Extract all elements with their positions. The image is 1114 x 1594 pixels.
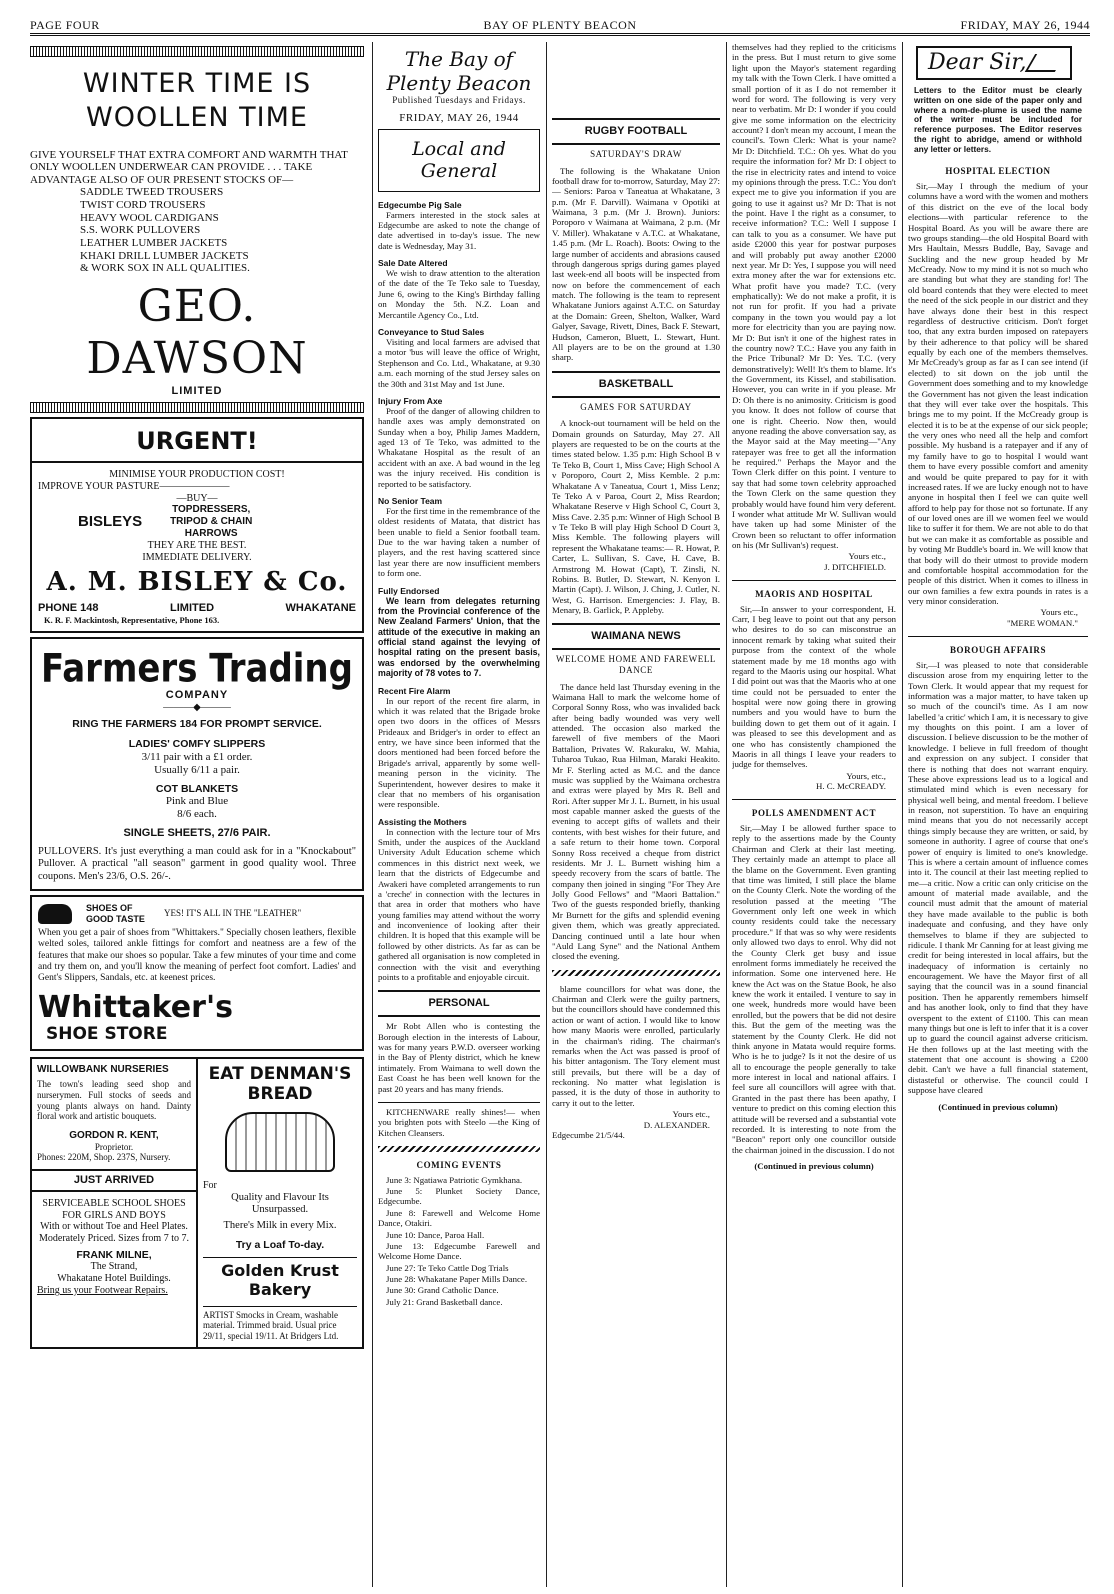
alexander-yours: Yours etc., xyxy=(672,1109,710,1120)
column-rule xyxy=(372,42,373,1587)
waimana-body: The dance held last Thursday evening in the Waimana Hall to mark the welcome home of Corporal Sonny Ross, who was invalided back after being badly wounded was very well attended. The occasion also marked the farewell of five members of the Maori Battalion, Privates W. Rakuraku, W. Mahia, Tuharoa Tukao, Rua Hilman, Maraki Heakito. Mr F. Sterling acted as M.C. and the dance music was supplied by the Waimana orchestra and extras were played by Mrs R. Bell and Rori. After supper Mr J. L. Burnett, in his usual most capable manner asked the guests of the evening to accept gifts of wallets and their contents, with best wishes for their future, and a safe return to their home town. Corporal Sonny Ross received a cheque from district residents. Mr J. L. Burnett wishing him a speedy recovery from the scars of battle. The company then joined in singing "For They Are Jolly Good Fellows" and "Maori Battalion." Two of the guests responded briefly, thanking Mr Burnett for the gifts and splendid evening given them, which was greatly appreciated. Dancing continued until a late hour when "Auld Lang Syne" and the National Anthem closed the evening. xyxy=(552,681,720,962)
pullovers-offer: PULLOVERS. It's just everything a man could ask for in a "Knockabout" Pullover. A practical "all season" garment in good quality wool. Three coupons. Men's 23/6, O.S. 26/-. xyxy=(38,845,356,882)
winter-item: HEAVY WOOL CARDIGANS xyxy=(80,211,219,224)
milne-address: Whakatane Hotel Buildings. xyxy=(57,1273,171,1285)
hospital-signature: "MERE WOMAN." xyxy=(1006,617,1078,628)
bread-try: Try a Loaf To-day. xyxy=(235,1238,325,1251)
decorative-border xyxy=(30,46,364,57)
column-rule xyxy=(546,42,547,1587)
whittakers-name: Whittaker's xyxy=(38,990,233,1026)
urgent-line: MINIMISE YOUR PRODUCTION COST! xyxy=(109,469,285,480)
news-item-body: In our report of the recent fire alarm, in which it was related that the Brigade broke open two doors in the offices of Messrs Prideaux and Bridger's in order to effect an entry, we have since been informed that the doors mentioned had been forced before the Brigade's arrival, apparently by some well-meaning person in the vicinity. The Superintendent, however desires to make it clear that no members of his organisation were responsible. xyxy=(378,695,540,810)
rugby-heading: RUGBY FOOTBALL xyxy=(552,118,720,145)
news-item-head: Conveyance to Stud Sales xyxy=(378,326,485,337)
paper-name: BAY OF PLENTY BEACON xyxy=(483,18,637,32)
waimana-kicker: WELCOME HOME AND FAREWELL DANCE xyxy=(555,654,717,675)
bread-title: EAT DENMAN'S BREAD xyxy=(208,1063,352,1104)
buy-line: —BUY— xyxy=(176,492,218,504)
continued-note: (Continued in previous column) xyxy=(754,1161,874,1172)
winter-woollen-ad xyxy=(30,46,364,413)
divider-ornament: ———◆——— xyxy=(163,702,231,714)
left-bottom-ads xyxy=(32,1059,196,1347)
event-item: June 3: Ngatiawa Patriotic Gymkhana. xyxy=(386,1174,523,1185)
page-number: PAGE FOUR xyxy=(30,18,100,32)
maoris-name: H. C. McCREADY. xyxy=(816,781,886,792)
dear-sir-logo xyxy=(916,46,1072,80)
personal-body: Mr Robt Allen who is contesting the Borough election in the interests of Labour, was for many years P.W.D. overseer working in the Bay of Plenty district, which he knew intimately. From Waimana to well down the East Coast he has been well known for the past 20 years and has many friends. xyxy=(378,1021,540,1094)
hospital-election-body: Sir,—May I through the medium of your columns have a word with the women and mothers of this district on the eve of the local body elections—with particular reference to the Hospital Board. As you will be aware there are two groups standing—the old Hospital Board with Mrs Haultain, Messrs Buddle, Bay, Savage and Suckling and the new group headed by Mr McCready. Now to my mind it is not so much who are standing but what they are standing for! The old board contends that they were elected to meet the need of the sick people in our district and they have always done their best in this respect regardless of destructive criticism. Don't forget too, that any extra burden imposed on ratepayers by their adherence to that policy will be shared equally by each one of the members themselves. Mr McCready's group as far as I can see intend (if elected) to sit down on the job until the Government does something and to my knowledge the Government has not given the least indication that they will ever take over the hospitals. This brings me to my point. If the McCready group is elected it is to be at the expense of our sick people; the very ones who need all the help and comfort possible. My husband is a ratepayer and if any of my family have to go to hospital I would want them to have every possible comfort and amenity and would be quite prepared to pay for it with increased rates. If we are lucky enough not to have anyone in hospital then I feel we can quite well afford to help pay for those not so fortunate. If any of our loved ones are ill we women feel we would like to suffer it for them. We are not able to do that but we can make it as comfortable as possible and by voting Mr Buddle's board in. We will know that that body will do their utmost to provide modern and comfortable hospital accommodation for the people of this district. When it comes to illness in our own families a few extra pounds in rates is a very minor consideration. xyxy=(908,181,1088,607)
bisley-rep: K. R. F. Mackintosh, Representative, Phone 163. xyxy=(44,615,220,626)
borough-affairs-heading: BOROUGH AFFAIRS xyxy=(908,636,1088,656)
just-arrived: JUST ARRIVED xyxy=(32,1169,196,1192)
polls-body: Sir,—May I be allowed further space to reply to the assertions made by the County Chairman and Clerk at their last meeting. They certainly made an attempt to place all the blame on the Government. Even granting that time was limited, I still place the blame on the County Clerk. Note the wording of the resolution passed at the meeting "The Government only left one week in which county residents could take the necessary procedure." If that was so why were residents only allowed two days to enrol. Why did not the County Clerk get busy and issue enrolment forms immediately he received the information. Some one intervened here. He knew the Act was on the Statue Book, he also knew the work it entailed. I venture to say in one week, hundreds more would have been enrolled, but the powers that be did not desire this. But the gem of the meeting was the statement by the County Clerk. He did not think anyone in Matata would require forms. Who is he to judge? Is it not the desire of us all to encourage the people generally to take more interest in local and national affairs. I feel sure all councillors will agree with that. Granted in the past there has been apathy, I venture to predict on this coming election this attitude will be reversed and a substantial vote recorded. It is interesting to note from the "Beacon" report only one councillor outside the chairman joined in the discussion. I do not xyxy=(732,823,896,1155)
hospital-election-heading: HOSPITAL ELECTION xyxy=(945,166,1051,177)
news-item-body: Farmers interested in the stock sales at Edgecumbe are asked to note the change of date advertised in to-day's issue. The new date is Wednesday, May 31. xyxy=(378,209,540,251)
bottom-ads xyxy=(30,1057,364,1349)
event-item: June 13: Edgecumbe Farewell and Welcome Home Dance. xyxy=(378,1240,540,1262)
ditchfield-letter-body: themselves had they replied to the criticisms in the press. But I must return to give some light upon the Mayor's statement regarding my talk with the Town Clerk. I have omitted a small portion of it as I do not remember it word for word. The following is very very near to verbatim. Mr D: I wonder if you could give me some information on the electricity account? I don't mean my account, I mean the council's. Town Clerk: What is your name? Mr D: Ditchfield. T.C.: Oh yes. What do you require the information for? Mr D: I object to the rise in electricity rates and intend to voice my opinions through the press. T.C.: You don't expect me to give you information if you are going to use it against us? Mr D: That is not the point. Have I the right as a consumer, to receive information? T.C.: Well I suppose I can talk to you as a consumer. We have put aside £2000 this year for postwar purposes and will probably put away another £2000 next year. Mr D: Yes, I suppose you will need extra money after the war for extensions etc. What profit have you made? T.C. (very emphatically): We do not make a profit, it is not run for profit. If you had a private company in the town you would pay a lot more for electricity than you are paying now. Mr D: But isn't it one of the highest rates in the country now? T.C.: Have you any faith in the Price Tribunal? Mr D: Yes. T.C. (very demonstratively): Well! It's them to blame. It's the Government, its Kissel, and stabilisation. However, you can write in if you please. Mr D: Oh there is no animosity. Criticism is good you know. It does not follow of course that one is right. Cheerio. Now then, would anyone reading the above conversation say, as the Mayor said at the May meeting—"Any ratepayer was free to get all the information he required." Perhaps the Mayor and the Town Clerk differ on this point. I venture to say that had some town celebrity approached the Town Clerk on the same question they probably would have found him very deferent. I wonder what attitude Mr W. Sullivan would have taken up had some Minister of the Crown been so reluctant to offer information on his (Mr Sullivan's) request. xyxy=(732,42,896,550)
winter-item: SADDLE TWEED TROUSERS xyxy=(80,186,224,199)
winter-ad-title: WINTER TIME IS WOOLLEN TIME xyxy=(82,68,312,133)
news-item-head: Fully Endorsed xyxy=(378,585,440,596)
sports-column xyxy=(552,42,720,1587)
willowbank-title: WILLOWBANK NURSERIES xyxy=(37,1063,169,1075)
event-item: June 8: Farewell and Welcome Home Dance, Otakiri. xyxy=(378,1207,540,1229)
shoe-icon xyxy=(38,904,72,924)
bisleys-brand: BISLEYS xyxy=(78,513,143,531)
editor-letters-column xyxy=(908,42,1088,1587)
ditchfield-yours: Yours etc., xyxy=(848,551,886,562)
news-item-body: For the first time in the remembrance of the oldest residents of Matata, that district has been unable to field a Senior football team. Due to the war having taken a number of players, and the rest having scattered since last year there are now insufficient members to form one. xyxy=(378,505,540,579)
winter-item: KHAKI DRILL LUMBER JACKETS xyxy=(80,249,249,262)
milne-tagline: Bring us your Footwear Repairs. xyxy=(37,1285,168,1296)
page-masthead xyxy=(30,14,1090,36)
cot-title: COT BLANKETS xyxy=(155,782,239,795)
farmers-trading-ad xyxy=(30,637,364,891)
borough-affairs-body: Sir,—I was pleased to note that considerable discussion arose from my enquiring letter to the Town Clerk. It would appear that my request for information was a major matter, to have taken up so much of the council's time. As I am now labelled 'a critic' which I am, it is necessary to give my thoughts on this point. I am a lover of discussion. I believe discussion to be the mother of knowledge. I believe in full freedom of thought and expression on any subject. I consider that there is nothing that does not warrant enquiry. These above expressions lead us to a logical and stimulated mind which is even necessary for physical well being, and mental freedom. I believe in reason, not superstition. To have an enquiring mind means that you do not necessarily accept things simply because they are written, or said, by someone in authority. I agree of course that one's power of enquiry is limited to one's knowledge. This is where a certain amount of influence comes into it. The council at their last meeting replied to me—a critic. Now a critic can only criticise on the amount of material made available, and the council must admit that the amount of material they have made available to the public is both inadequate and confusing, and they have only themselves to blame if they are subjected to ridicule. I thank Mr Canning for at least giving me credit for being interested in local affairs, but the inadequacy of information is certainly no encouragement. We have the Mayor first of all saying that the council was in a sound financial position. Then he apparently remembers himself and has another look, only to find that they have overspent to the extent of £1100. This can mean many things but one is left to infer that it is a cover up to guard the council against adverse criticism. He then follows up at the last meeting with the statement that one account is showing a £200 debit. Can't we have a full financial statement, distasteful or otherwise. The council could I suppose have cleared xyxy=(908,659,1088,1096)
farmers-company: COMPANY xyxy=(165,689,229,702)
personal-heading: PERSONAL xyxy=(378,990,540,1017)
winter-item: S.S. WORK PULLOVERS xyxy=(80,224,201,237)
shoes-headline: YES! IT'S ALL IN THE "LEATHER" xyxy=(164,908,302,919)
bisley-company-name: A. M. BISLEY & Co. xyxy=(46,567,348,598)
artist-smocks-ad: ARTIST Smocks in Cream, washable material. Trimmed braid. Usual price 29/11, special 19/11. At Bridgers Ltd. xyxy=(203,1306,357,1342)
bisley-ad xyxy=(30,417,364,633)
bread-loaf-icon xyxy=(225,1112,335,1172)
bisley-phone: PHONE 148 xyxy=(38,602,99,615)
cot-price: 8/6 each. xyxy=(177,807,217,820)
urgent-headline: URGENT! xyxy=(32,419,362,463)
decorative-border xyxy=(30,402,364,413)
sheets-offer: SINGLE SHEETS, 27/6 PAIR. xyxy=(123,826,271,839)
continued-note: (Continued in previous column) xyxy=(938,1101,1058,1112)
event-item: June 5: Plunket Society Dance, Edgecumbe. xyxy=(378,1186,540,1207)
publication-schedule: Published Tuesdays and Fridays. xyxy=(392,95,526,106)
school-shoes: SERVICEABLE SCHOOL SHOES FOR GIRLS AND BOYS xyxy=(42,1197,186,1221)
shoes-body: When you get a pair of shoes from "Whittakers." Specially chosen leathers, flexible welted soles, tailored ankle fittings for comfort and neatness are a few of the features that make our shoes so popular. Take a few minutes of your time and come and try them on, and you'll know the meaning of perfect foot comfort. Ladies' and Gent's Slippers, Sandals, etc. at keenest prices. xyxy=(38,928,356,984)
kent-name: GORDON R. KENT, xyxy=(69,1129,159,1141)
whittakers-ad xyxy=(30,895,364,1051)
urgent-line: IMPROVE YOUR PASTURE——————— xyxy=(38,480,230,492)
news-item-head: Edgecumbe Pig Sale xyxy=(378,199,462,210)
polls-heading: POLLS AMENDMENT ACT xyxy=(732,799,896,819)
decorative-rule xyxy=(378,1146,540,1152)
dawson-limited: LIMITED xyxy=(171,384,223,397)
alexander-name: D. ALEXANDER. xyxy=(643,1119,710,1130)
maoris-heading: MAORIS AND HOSPITAL xyxy=(732,580,896,600)
basketball-kicker: GAMES FOR SATURDAY xyxy=(580,401,692,412)
rugby-body: The following is the Whakatane Union football draw for to-morrow, Saturday, May 27:— Seniors: Paroa v Taneatua at Whakatane, 3 p.m. (Mr F. Darvill). Waimana v Opotiki at Waimana, 3 p.m. (Mr J. Brown). Juniors: Poroporo v Waimana at Waimana, 2 p.m. (Mr V. Miller). Whakatane v A.T.C. at Whakatane, 1.45 p.m. (Mr L. Roach). Boots: Owing to the large number of accidents and abrasions caused through dangerous sprigs during games played last week-end all boots will be inspected from now on before the commencement of each match. The following is the team to represent Whakatane Juniors against A.T.C. on Saturday at the Domain: Green, Shelton, Walker, Ward Galyer, Savage, Rivett, Dines, Back F. Stewart, Hudson, Cameron, Bluett, L. Stewart, Hunt. All players are to be on the ground at 1.30 sharp. xyxy=(552,165,720,363)
bread-for: For xyxy=(203,1179,217,1191)
letters-policy: Letters to the Editor must be clearly written on one side of the paper only and where a nom-de-plume is used the name of the writer must be included for reference purposes. The Editor reserves the right to abridge, amend or withhold any letter or letters. xyxy=(914,84,1082,154)
dear-sir-text: Dear Sir, xyxy=(928,50,1027,75)
news-item-body: We learn from delegates returning from the Provincial conference of the New Zealand Farmers' Union, that the attitude of the executive in making an official stand against the levying of hospital rating on the present basis, was endorsed by the overwhelming majority of 78 votes to 7. xyxy=(378,595,540,679)
event-item: June 28: Whakatane Paper Mills Dance. xyxy=(386,1274,528,1285)
slippers-title: LADIES' COMFY SLIPPERS xyxy=(128,738,266,751)
bread-quality: Quality and Flavour Its Unsurpassed. xyxy=(231,1191,329,1215)
local-general-title: Local and General xyxy=(378,129,540,192)
delivery-line: IMMEDIATE DELIVERY. xyxy=(142,551,252,563)
news-item-head: No Senior Team xyxy=(378,495,443,506)
milne-name: FRANK MILNE, xyxy=(76,1249,152,1262)
news-item-head: Recent Fire Alarm xyxy=(378,685,451,696)
slippers-usual: Usually 6/11 a pair. xyxy=(154,763,240,776)
ditchfield-name: J. DITCHFIELD. xyxy=(824,561,886,572)
farmers-name: Farmers Trading xyxy=(41,646,353,693)
shoes-logo: SHOES OF GOOD TASTE xyxy=(86,903,145,924)
bread-milk: There's Milk in every Mix. xyxy=(223,1220,337,1232)
kitchenware-ad: KITCHENWARE really shines!— when you brighten pots with Steelo —the King of Kitchen Cleansers. xyxy=(378,1106,540,1138)
event-item: June 10: Dance, Paroa Hall. xyxy=(386,1229,485,1240)
basketball-body: A knock-out tournament will be held on the Domain grounds on Saturday, May 27. All players are requested to be on the courts at the times stated below. 1.35 p.m: High School B v Te Teko B, Court 1, Miss Cave; High School A v Poroporo, Court 2, Miss Kemble. 2 p.m: Whakatane A v Taneatua, Court 1, Miss Lenz; Te Teko A v Paroa, Court 2, Miss Reardon; Whakatane Reserve v High School C, Court 3, Miss Cave. 2.35 p.m: Winner of High School B v Te Teko B will play High School D Court 3, Miss Kemble. The following players will represent the Whakatane teams:— R. Howat, P. Carter, L. Sullivan, S. Cave, H. Cave, B. Armstrong M. Howat (Capt), T. Zinsli, N. Robins. B. Butler, D. Stewart, N. Kenyon I. Martin (Capt). J. Wilson, J. Ching, J. Cutler, N. West, G. Harrison. Emergencies: J. Flay, B. Menary, B. Garlick, P. Appleby. xyxy=(552,418,720,616)
bisley-limited: LIMITED xyxy=(170,602,215,615)
winter-item: TWIST CORD TROUSERS xyxy=(80,199,206,212)
news-item-head: Injury From Axe xyxy=(378,395,443,406)
bisleys-products: TOPDRESSERS, TRIPOD & CHAIN HARROWS xyxy=(170,504,253,539)
news-item-body: Visiting and local farmers are advised that a motor 'bus will leave the office of Wright, Stephenson and Co. Ltd., Whakatane, at 9.30 a.m. each morning of the stud Jersey sales on the 30th and 31st May and 1st June. xyxy=(378,337,540,389)
winter-item: & WORK SOX IN ALL QUALITIES. xyxy=(80,262,250,275)
winter-item: LEATHER LUMBER JACKETS xyxy=(80,236,228,249)
hospital-yours: Yours etc., xyxy=(1040,607,1078,618)
news-item-body: We wish to draw attention to the alteration of the date of the Te Teko sale to Tuesday, June 6, owing to the King's Birthday falling on Monday the 5th. N.Z. Loan and Mercantile Agency Co., Ltd. xyxy=(378,268,540,320)
maoris-yours: Yours, etc., xyxy=(846,770,886,781)
milne-address: The Strand, xyxy=(90,1261,138,1273)
news-item-head: Sale Date Altered xyxy=(378,258,448,269)
local-general-column xyxy=(378,42,540,1587)
best-line: THEY ARE THE BEST. xyxy=(147,539,247,551)
news-item-body: Proof of the danger of allowing children to handle axes was amply demonstrated on Sunday when a boy, Philip James Maddern, aged 13 of Te Teko, was admitted to the Whakatane Hospital as the result of an accident with an axe. A bad wound in the leg was the injury received. His condition is reported to be satisfactory. xyxy=(378,405,540,489)
quill-pen-icon xyxy=(1025,54,1065,72)
alexander-place: Edgecumbe 21/5/44. xyxy=(552,1129,625,1140)
coming-events-heading: COMING EVENTS xyxy=(416,1160,502,1171)
advertisements-column xyxy=(30,42,364,1587)
bakery-name: Golden Krust Bakery xyxy=(203,1257,357,1300)
bisley-town: WHAKATANE xyxy=(285,602,356,615)
kent-phones: Phones: 220M, Shop. 237S, Nursery. xyxy=(37,1152,171,1163)
willowbank-body: The town's leading seed shop and nurserymen. Full stocks of seeds and young plants always on hand. Dainty floral work and artistic bouquets. xyxy=(37,1079,191,1122)
issue-date: FRIDAY, MAY 26, 1944 xyxy=(960,18,1090,32)
slippers-price: 3/11 pair with a £1 order. xyxy=(141,750,253,763)
news-item-body: In connection with the lecture tour of Mrs Smith, under the auspices of the Auckland University Adult Education scheme which commences in this district next week, we learn that the districts of Edgecumbe and Awakeri have completed arrangements to run a 'creche' in connection with the lectures in that area in order that mothers who have young families may attend without the worry and inconvenience of looking after their children. It is hoped that this example will be followed by other districts. As far as can be gathered all organisation is now completed in connection with the visit and everything points to a profitable and enjoyable circuit. xyxy=(378,826,540,982)
waimana-heading: WAIMANA NEWS xyxy=(552,623,720,650)
column-rule xyxy=(726,42,727,1587)
winter-ad-intro: GIVE YOURSELF THAT EXTRA COMFORT AND WARMTH THAT ONLY WOOLLEN UNDERWEAR CAN PROVIDE . . . TAKE ADVANTAGE ALSO OF OUR PRESENT STOCKS OF— xyxy=(30,148,348,186)
event-item: June 27: Te Teko Cattle Dog Trials xyxy=(386,1262,509,1273)
kent-role: Proprietor. xyxy=(94,1141,134,1152)
alexander-letter-body: blame councillors for what was done, the Chairman and Clerk were the guilty partners, but the councillors should have condemned this action or want of action. I would like to know how many Maoris were enrolled, particularly in the chairman's riding. The chairman's remarks when the Act was passed is proof of his bitter antagonism. The Tory element must still prevails, but there will be a day of reckoning. No matter what legislation is passed, it is the duty of those in authority to carry it out to the letter. xyxy=(552,983,720,1108)
letters-column xyxy=(732,42,896,1587)
shoe-store-label: SHOE STORE xyxy=(46,1023,168,1044)
maoris-body: Sir,—In answer to your correspondent, H. Carr, I beg leave to point out that any person who desires to do so can misconstrue an innocent remark by taking what suited their purpose from the context of the whole statement made by me 18 months ago with regard to the Maoris using our hospital. What I did point out was that the Maoris who at one time could not be persuaded to enter the hospital were now going there in growing numbers and you would have to burn the building down to get them out of it again. I was pleased to see this development and as one who has consistently championed the Maoris in all things I leave your readers to judge for themselves. xyxy=(732,603,896,770)
cot-colours: Pink and Blue xyxy=(165,794,229,807)
issue-dateline: FRIDAY, MAY 26, 1944 xyxy=(399,111,519,124)
dawson-name: GEO. DAWSON xyxy=(86,280,308,384)
event-item: July 21: Grand Basketball dance. xyxy=(386,1296,503,1307)
nameplate: The Bay of Plenty Beacon xyxy=(386,47,532,95)
rugby-kicker: SATURDAY'S DRAW xyxy=(590,148,682,159)
right-bottom-ads xyxy=(196,1059,362,1347)
basketball-heading: BASKETBALL xyxy=(552,371,720,398)
school-detail: With or without Toe and Heel Plates. Moderately Priced. Sizes from 7 to 7. xyxy=(39,1221,189,1245)
news-item-head: Assisting the Mothers xyxy=(378,816,467,827)
farmers-ring: RING THE FARMERS 184 FOR PROMPT SERVICE. xyxy=(72,717,322,730)
column-rule xyxy=(902,42,903,1587)
event-item: June 30: Grand Catholic Dance. xyxy=(386,1285,499,1296)
decorative-rule xyxy=(552,970,720,976)
